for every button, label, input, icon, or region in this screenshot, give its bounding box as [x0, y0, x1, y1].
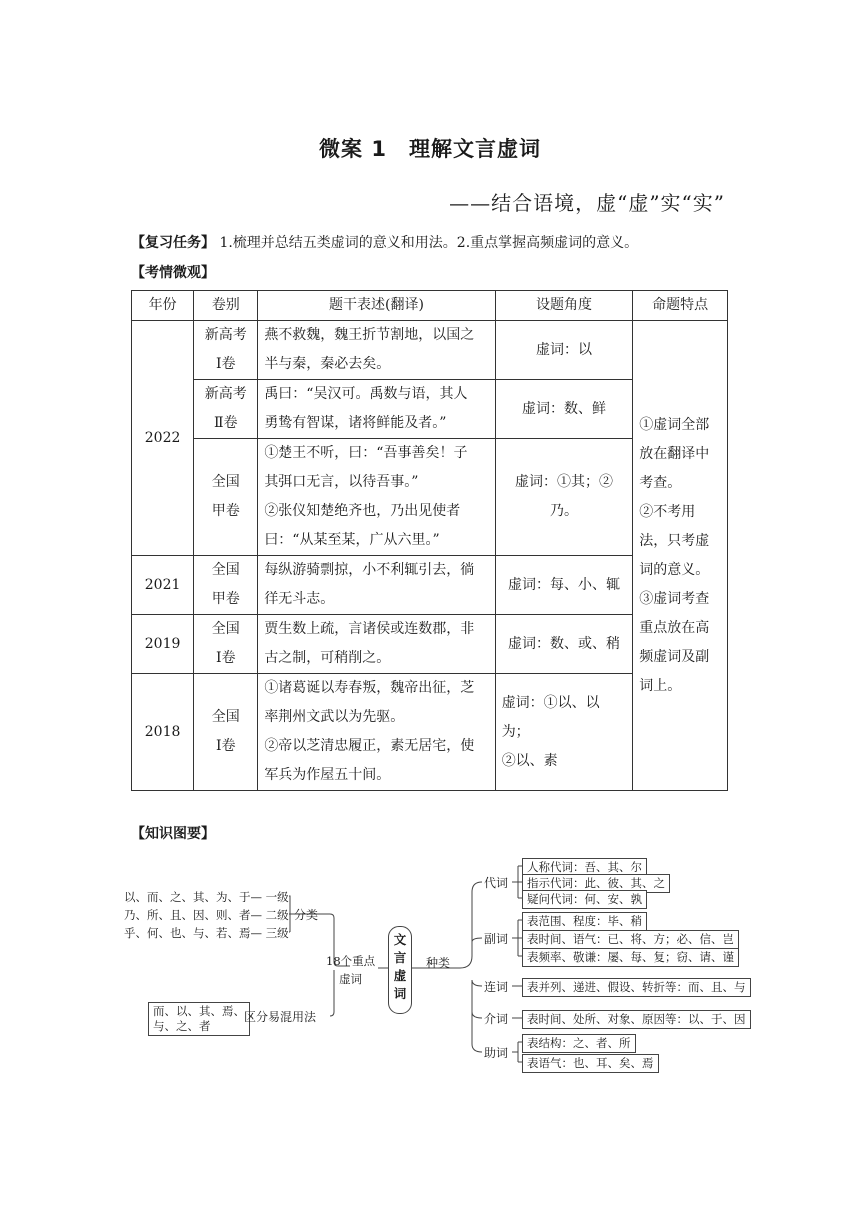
- year-cell: 2021: [132, 556, 194, 615]
- page-subtitle: ——结合语境，虚“虚”实“实”: [449, 191, 725, 215]
- category-particle: 助词: [484, 1046, 509, 1060]
- map-section-label: 【知识图要】: [131, 826, 215, 842]
- year-cell: 2018: [132, 674, 194, 791]
- angle-cell: 虚词：数、或、稍: [495, 615, 633, 674]
- types-label: 种类: [426, 956, 451, 970]
- question-cell: 禹曰：“吴汉可。禹数与语，其人 勇鸷有智谋，诸将鲜能及者。”: [258, 380, 495, 439]
- question-cell: 贾生数上疏，言诸侯或连数郡，非 古之制，可稍削之。: [258, 615, 495, 674]
- list-item: 表时间、处所、对象、原因等：以、于、因: [522, 1010, 751, 1029]
- header-paper: 卷别: [194, 291, 258, 321]
- level-item: 乃、所、且、因、则、者— 二级: [124, 908, 289, 922]
- level-item: 以、而、之、其、为、于— 一级: [124, 890, 289, 904]
- mix-box: 而、以、其、焉、 与、之、者: [148, 1002, 250, 1036]
- mix-label: 区分易混用法: [244, 1010, 317, 1024]
- table-row: [132, 321, 728, 380]
- exam-section-label: 【考情微观】: [131, 265, 215, 281]
- review-task-label: 【复习任务】: [131, 235, 215, 251]
- list-item: 表语气：也、耳、矣、焉: [522, 1054, 659, 1073]
- header-question: 题干表述(翻译): [258, 291, 495, 321]
- list-item: 表并列、递进、假设、转折等：而、且、与: [522, 978, 751, 997]
- feature-cell: ①虚词全部 放在翻译中 考查。 ②不考用 法，只考虚 词的意义。 ③虚词考查 重点放在高 频虚词及副 词上。: [633, 321, 728, 791]
- list-item: 表范围、程度：毕、稍: [522, 912, 647, 931]
- question-cell: 燕不救魏，魏王折节割地，以国之 半与秦，秦必去矣。: [258, 321, 495, 380]
- list-item: 指示代词：此、彼、其、之: [522, 874, 670, 893]
- question-cell: ①诸葛诞以寿春叛，魏帝出征，芝 率荆州文武以为先驱。 ②帝以芝清忠履正，素无居宅，使 军兵为作屋五十间。: [258, 674, 495, 791]
- angle-cell: 虚词：每、小、辄: [495, 556, 633, 615]
- exam-table: [131, 290, 728, 791]
- angle-cell: 虚词：以: [495, 321, 633, 380]
- paper-cell: 新高考 Ⅰ卷: [194, 321, 258, 380]
- list-item: 表时间、语气：已、将、方；必、信、岂: [522, 930, 739, 949]
- header-angle: 设题角度: [495, 291, 633, 321]
- paper-cell: 全国 Ⅰ卷: [194, 615, 258, 674]
- angle-cell: 虚词：数、鲜: [495, 380, 633, 439]
- page-title: 微案 1 理解文言虚词: [319, 137, 541, 161]
- center-label: 18个重点 虚词: [326, 954, 376, 986]
- header-year: 年份: [132, 291, 194, 321]
- header-feature: 命题特点: [633, 291, 728, 321]
- category-adverb: 副词: [484, 932, 509, 946]
- list-item: 人称代词：吾、其、尔: [522, 858, 647, 877]
- level-list: [124, 888, 289, 942]
- year-cell: 2022: [132, 321, 194, 556]
- review-task-text: 1.梳理并总结五类虚词的意义和用法。2.重点掌握高频虚词的意义。: [219, 235, 639, 251]
- review-task: [131, 232, 638, 252]
- table-header-row: [132, 291, 728, 321]
- angle-cell: 虚词：①以、以为； ②以、素: [495, 674, 633, 791]
- list-item: 表结构：之、者、所: [522, 1034, 636, 1053]
- paper-cell: 新高考 Ⅱ卷: [194, 380, 258, 439]
- list-item: 表频率、敬谦：屡、每、复；窃、请、谨: [522, 948, 739, 967]
- knowledge-mindmap: [120, 852, 746, 1082]
- angle-cell: 虚词：①其；②乃。: [495, 439, 633, 556]
- category-conjunction: 连词: [484, 980, 509, 994]
- list-item: 疑问代词：何、安、孰: [522, 890, 647, 909]
- level-item: 乎、何、也、与、若、焉— 三级: [124, 926, 289, 940]
- paper-cell: 全国 甲卷: [194, 556, 258, 615]
- category-pronoun: 代词: [484, 876, 509, 890]
- paper-cell: 全国 甲卷: [194, 439, 258, 556]
- core-node: 文 言 虚 词: [388, 926, 412, 1014]
- paper-cell: 全国 Ⅰ卷: [194, 674, 258, 791]
- classify-label: 分类: [294, 908, 319, 922]
- year-cell: 2019: [132, 615, 194, 674]
- question-cell: 每纵游骑剽掠，小不利辄引去，徜 徉无斗志。: [258, 556, 495, 615]
- category-preposition: 介词: [484, 1012, 509, 1026]
- question-cell: ①楚王不听，曰：“吾事善矣！子 其弭口无言，以待吾事。” ②张仪知楚绝齐也，乃出见使者 曰：“从某至某，广从六里。”: [258, 439, 495, 556]
